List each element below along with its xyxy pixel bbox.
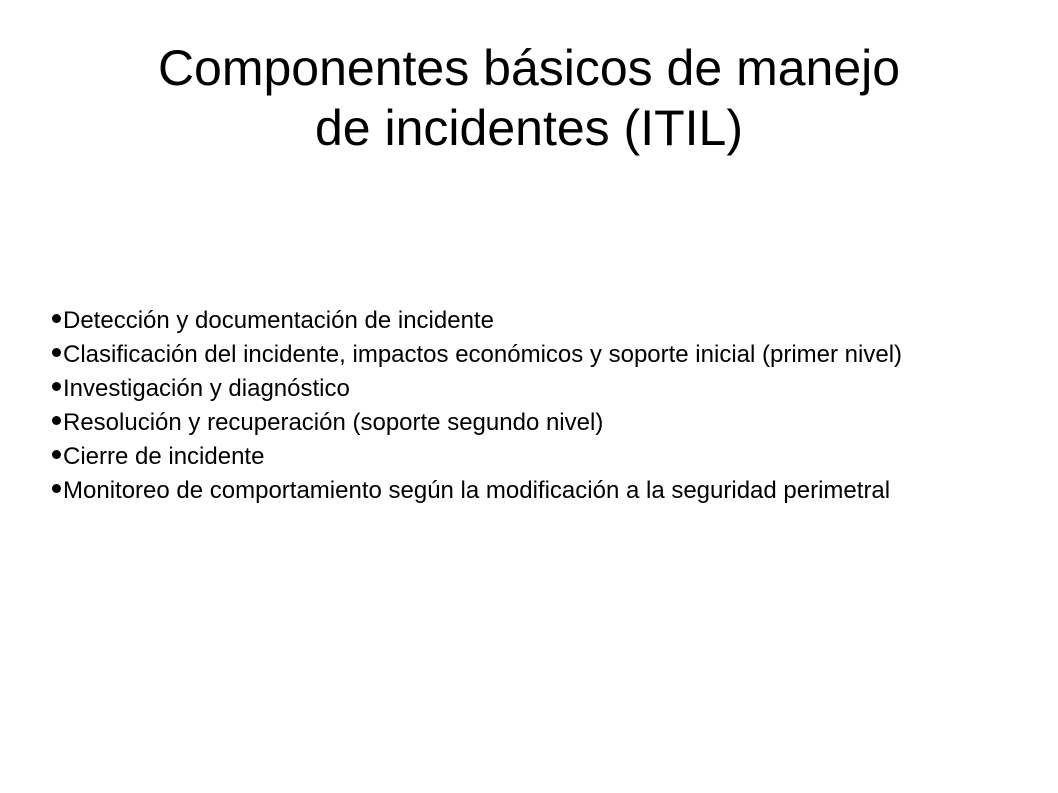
slide-title	[40, 38, 1018, 158]
bullet-item-detection	[52, 304, 952, 338]
bullet-item-investigation	[52, 372, 952, 406]
bullet-text: Monitoreo de comportamiento según la modificación a la seguridad perimetral	[63, 477, 891, 504]
bullet-dot-icon	[52, 382, 61, 391]
bullet-text: Clasificación del incidente, impactos económicos y soporte inicial (primer nivel)	[63, 341, 903, 368]
bullet-list	[52, 304, 952, 508]
bullet-text: Resolución y recuperación (soporte segundo nivel)	[63, 409, 604, 436]
bullet-item-resolution	[52, 406, 952, 440]
bullet-item-closure	[52, 440, 952, 474]
slide-title-line-1: Componentes básicos de manejo	[157, 40, 901, 96]
slide-title-line-2: de incidentes (ITIL)	[315, 100, 743, 156]
bullet-dot-icon	[52, 484, 61, 493]
bullet-dot-icon	[52, 348, 61, 357]
bullet-text: Detección y documentación de incidente	[63, 307, 494, 334]
bullet-dot-icon	[52, 314, 61, 323]
bullet-dot-icon	[52, 450, 61, 459]
bullet-text: Investigación y diagnóstico	[63, 375, 350, 402]
bullet-text: Cierre de incidente	[63, 443, 265, 470]
bullet-item-monitoring	[52, 474, 952, 508]
bullet-item-classification	[52, 338, 952, 372]
bullet-dot-icon	[52, 416, 61, 425]
